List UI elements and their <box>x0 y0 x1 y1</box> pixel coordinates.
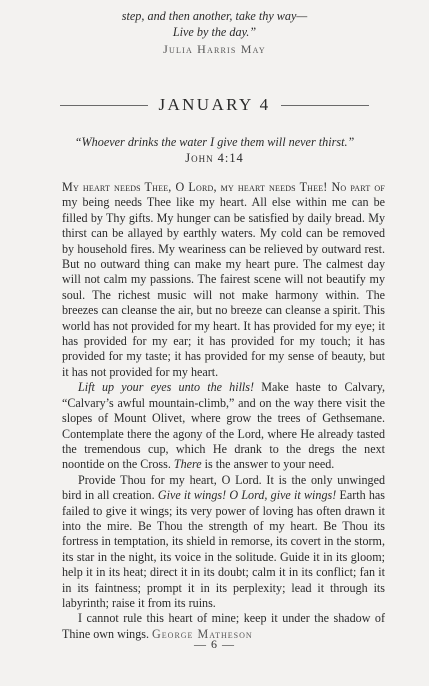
paragraph-text: I cannot rule this heart of mine; keep it under the shadow of Thine own wings. <box>62 611 385 641</box>
emphasis-text: Give it wings! O Lord, give it wings! <box>157 488 337 503</box>
heading-rule-right <box>281 105 369 106</box>
emphasis-text: There <box>173 457 202 472</box>
closing-poem <box>0 8 429 57</box>
paragraph <box>62 473 385 612</box>
emphasis-text: Lift up your eyes unto the hills! <box>78 380 255 395</box>
date-heading: JANUARY 4 <box>158 95 271 114</box>
verse-reference: John 4:14 <box>185 151 244 165</box>
poem-line: step, and then another, take thy way— <box>121 9 308 23</box>
paragraph-text: Earth has failed to give it wings; its very power of loving has often drawn it into the mire. Be Thou the strength of my heart. Be Thou its fortress in temptation, its shield in remorse, its covert in the storm, its star in the night, its voice in the solitude. Guide it in its gloom; help it in its heat; direct it in its doubt; calm it in its conflict; fan it in its faintness; prompt it in its perplexity; lead it through its labyrinth; raise it from its ruins. <box>62 488 386 610</box>
paragraph-text: is the answer to your need. <box>201 457 335 472</box>
verse-quote: “Whoever drinks the water I give them will never thirst.” <box>74 135 355 149</box>
body-author: George Matheson <box>152 626 253 641</box>
paragraph <box>62 180 385 380</box>
poem-line: Live by the day.” <box>172 25 257 39</box>
paragraph-text: Make haste to Calvary, “Calvary’s awful mountain-climb,” and on the way there visit the slopes of Mount Olivet, where grow the trees of Gethsemane. Contemplate there the agony of the Lord, where He already tasted the tremendous cup, which He drank to the dregs the next noontide on the Cross. <box>62 380 386 472</box>
paragraph <box>62 380 385 472</box>
paragraph-text: my being needs Thee like my heart. All else within me can be filled by Thy gifts. My hunger can be satisfied by daily bread. My thirst can be allayed by earthly waters. My cold can be removed by household fires. My weariness can be relieved by outward rest. But no outward thing can make my heart pure. The calmest day will not calm my passions. The fairest scene will not beautify my soul. The richest music will not make harmony within. The breezes can cleanse the air, but no breeze can cleanse a spirit. This world has not provided for my heart. It has provided for my eye; it has provided for my ear; it has provided for my touch; it has provided for my taste; it has provided for my sense of beauty, but it has not provided for my heart. <box>62 195 385 379</box>
devotional-body <box>62 180 385 642</box>
date-heading-row <box>60 95 369 115</box>
scripture-verse <box>40 134 389 166</box>
paragraph-lead: My heart needs Thee, O Lord, my heart needs Thee! No part of <box>62 180 385 194</box>
poem-author: Julia Harris May <box>163 42 266 56</box>
heading-rule-left <box>60 105 148 106</box>
paragraph-text: Provide Thou for my heart, O Lord. It is the only unwinged bird in all creation. <box>62 472 385 503</box>
page-number: — 6 — <box>194 637 235 651</box>
